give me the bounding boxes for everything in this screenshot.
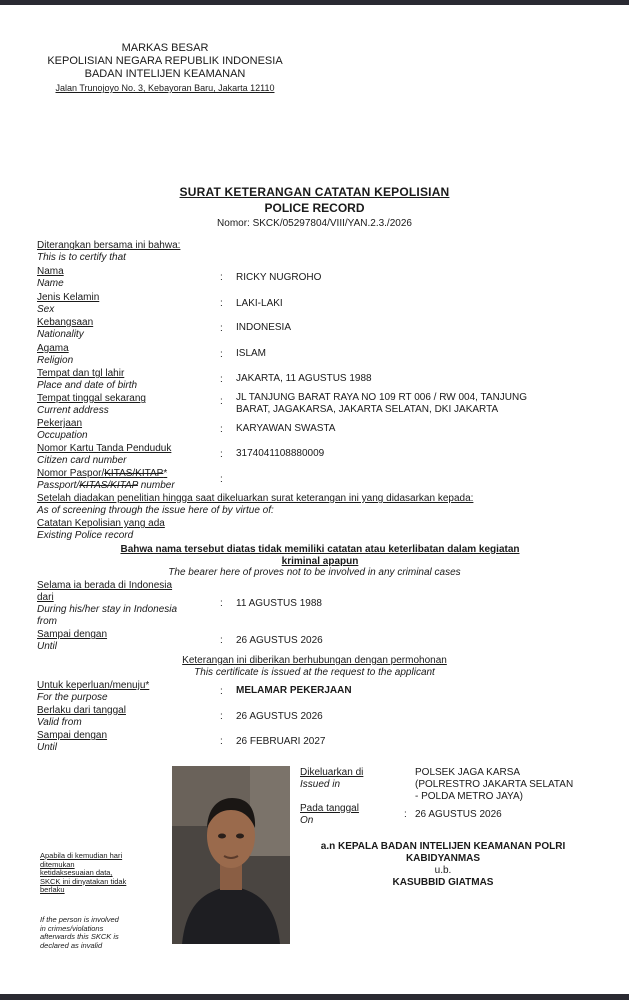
signature-line-2: KABIDYANMAS bbox=[405, 853, 481, 864]
label-passport bbox=[37, 468, 175, 492]
statement-id-line-2: kriminal apapun bbox=[281, 556, 359, 567]
footnote-id-2: ditemukan bbox=[40, 859, 75, 869]
issued-in-id: Dikeluarkan di bbox=[300, 767, 364, 778]
applicant-photo-image bbox=[172, 766, 290, 944]
statement-id bbox=[40, 544, 600, 568]
label-valid-from bbox=[37, 705, 126, 729]
value-address bbox=[236, 392, 527, 416]
label-birth-en: Place and date of birth bbox=[37, 380, 138, 391]
request-en: This certificate is issued at the request to the applicant bbox=[194, 667, 435, 678]
label-address bbox=[37, 393, 146, 417]
colon: : bbox=[220, 272, 223, 283]
stay-from-id-1: Selama ia berada di Indonesia bbox=[37, 580, 173, 591]
value-nama: RICKY NUGROHO bbox=[236, 272, 322, 283]
footnote-en-3: afterwards this SKCK is bbox=[40, 932, 119, 941]
colon: : bbox=[220, 349, 223, 360]
label-nama-id: Nama bbox=[37, 266, 64, 277]
colon: : bbox=[220, 449, 223, 460]
purpose-id: Untuk keperluan/menuju* bbox=[37, 680, 150, 691]
value-nationality: INDONESIA bbox=[236, 322, 292, 333]
intro-id: Diterangkan bersama ini bahwa: bbox=[37, 240, 181, 251]
footnote-en-2: in crimes/violations bbox=[40, 923, 104, 933]
label-religion-id: Agama bbox=[37, 343, 69, 354]
value-sex: LAKI-LAKI bbox=[236, 298, 283, 309]
request-id: Keterangan ini diberikan berhubungan dengan permohonan bbox=[182, 655, 447, 666]
colon: : bbox=[220, 474, 223, 485]
value-religion: ISLAM bbox=[236, 348, 267, 359]
intro bbox=[37, 240, 180, 264]
label-nationality-id: Kebangsaan bbox=[37, 317, 94, 328]
signature-line-3: u.b. bbox=[434, 865, 452, 876]
label-address-en: Current address bbox=[37, 405, 109, 416]
colon: : bbox=[404, 809, 407, 820]
label-birth-id: Tempat dan tgl lahir bbox=[37, 368, 125, 379]
stay-from-id-2: dari bbox=[37, 592, 54, 603]
label-occupation-en: Occupation bbox=[37, 430, 88, 441]
issue-date-id: Pada tanggal bbox=[300, 803, 359, 814]
issue-date-en: On bbox=[300, 815, 314, 826]
issued-in-line-2: (POLRESTRO JAKARTA SELATAN bbox=[415, 779, 574, 790]
footnote-id-4: SKCK ini dinyatakan tidak bbox=[40, 876, 127, 886]
valid-from-id: Berlaku dari tanggal bbox=[37, 705, 126, 716]
screening-id: Setelah diadakan penelitian hingga saat dikeluarkan surat keterangan ini yang didasarkan kepada: bbox=[37, 493, 474, 504]
label-nik bbox=[37, 443, 171, 467]
value-address-line-1: JL TANJUNG BARAT RAYA NO 109 RT 006 / RW 004, TANJUNG bbox=[236, 392, 528, 403]
intro-en: This is to certify that bbox=[37, 252, 126, 263]
valid-until-id: Sampai dengan bbox=[37, 730, 108, 741]
valid-from-en: Valid from bbox=[37, 717, 82, 728]
value-valid-until: 26 FEBRUARI 2027 bbox=[236, 736, 326, 747]
header-line-3: BADAN INTELIJEN KEAMANAN bbox=[84, 68, 246, 80]
header-line-1: MARKAS BESAR bbox=[121, 42, 209, 54]
value-issued-in bbox=[415, 767, 573, 803]
footnote-id-1: Apabila di kemudian hari bbox=[40, 851, 123, 860]
purpose-en: For the purpose bbox=[37, 692, 108, 703]
label-issued-in bbox=[300, 767, 363, 791]
statement-en: The bearer here of proves not to be involved in any criminal cases bbox=[168, 567, 461, 578]
value-valid-from: 26 AGUSTUS 2026 bbox=[236, 711, 323, 722]
label-occupation-id: Pekerjaan bbox=[37, 418, 83, 429]
document-title-en: POLICE RECORD bbox=[264, 201, 365, 215]
value-nik: 3174041108880009 bbox=[236, 448, 325, 459]
label-address-id: Tempat tinggal sekarang bbox=[37, 393, 146, 404]
value-address-line-2: BARAT, JAGAKARSA, JAKARTA SELATAN, DKI JAKARTA bbox=[236, 404, 499, 415]
footnote-en-4: declared as invalid bbox=[40, 940, 103, 950]
applicant-photo bbox=[172, 766, 290, 944]
label-nama-en: Name bbox=[37, 278, 64, 289]
label-passport-id: Nomor Paspor/KITAS/KITAP* bbox=[37, 468, 168, 479]
signature-line-4: KASUBBID GIATMAS bbox=[392, 877, 494, 888]
colon: : bbox=[220, 635, 223, 646]
issued-in-line-1: POLSEK JAGA KARSA bbox=[415, 767, 521, 778]
footnote-en bbox=[40, 916, 160, 950]
header-address: Jalan Trunojoyo No. 3, Kebayoran Baru, Jakarta 12110 bbox=[55, 83, 275, 93]
stay-until-en: Until bbox=[37, 641, 58, 652]
signature-line-1: a.n KEPALA BADAN INTELIJEN KEAMANAN POLRI bbox=[320, 841, 566, 852]
colon: : bbox=[220, 323, 223, 334]
label-sex-en: Sex bbox=[37, 304, 55, 315]
label-nama bbox=[37, 266, 64, 290]
colon: : bbox=[220, 598, 223, 609]
label-nationality-en: Nationality bbox=[37, 329, 84, 340]
footnote-id-3: ketidaksesuaian data, bbox=[40, 868, 113, 877]
label-sex-id: Jenis Kelamin bbox=[37, 292, 100, 303]
label-valid-until bbox=[37, 730, 107, 754]
label-nationality bbox=[37, 317, 93, 341]
value-purpose: MELAMAR PEKERJAAN bbox=[236, 685, 352, 696]
label-occupation bbox=[37, 418, 88, 442]
label-birth bbox=[37, 368, 137, 392]
label-passport-en: Passport/KITAS/KITAP number bbox=[37, 480, 175, 491]
existing-en: Existing Police record bbox=[37, 530, 134, 541]
footnote-id bbox=[40, 852, 160, 895]
colon: : bbox=[220, 686, 223, 697]
label-religion bbox=[37, 343, 73, 367]
label-purpose bbox=[37, 680, 149, 704]
footnote-id-5: berlaku bbox=[40, 885, 65, 894]
statement-id-line-1: Bahwa nama tersebut diatas tidak memiliki catatan atau keterlibatan dalam kegiatan bbox=[120, 544, 520, 555]
colon: : bbox=[220, 374, 223, 385]
colon: : bbox=[220, 736, 223, 747]
value-birth: JAKARTA, 11 AGUSTUS 1988 bbox=[236, 373, 372, 384]
screening-en: As of screening through the issue here of by virtue of: bbox=[37, 505, 274, 516]
value-issue-date: 26 AGUSTUS 2026 bbox=[415, 809, 502, 820]
label-issue-date bbox=[300, 803, 359, 827]
colon: : bbox=[220, 396, 223, 407]
label-nik-id: Nomor Kartu Tanda Penduduk bbox=[37, 443, 172, 454]
stay-from-en-2: from bbox=[37, 616, 57, 627]
existing-id: Catatan Kepolisian yang ada bbox=[37, 518, 165, 529]
value-stay-until: 26 AGUSTUS 2026 bbox=[236, 635, 323, 646]
issued-in-line-3: - POLDA METRO JAYA) bbox=[415, 791, 523, 802]
document-number: Nomor: SKCK/05297804/VIII/YAN.2.3./2026 bbox=[217, 218, 412, 229]
top-dark-bar bbox=[0, 0, 629, 5]
label-nik-en: Citizen card number bbox=[37, 455, 127, 466]
label-existing-record bbox=[37, 518, 165, 542]
bottom-dark-bar bbox=[0, 994, 629, 1000]
issued-in-en: Issued in bbox=[300, 779, 341, 790]
label-religion-en: Religion bbox=[37, 355, 74, 366]
colon: : bbox=[220, 711, 223, 722]
value-stay-from: 11 AGUSTUS 1988 bbox=[236, 598, 322, 609]
value-occupation: KARYAWAN SWASTA bbox=[236, 423, 336, 434]
stay-from-en-1: During his/her stay in Indonesia bbox=[37, 604, 178, 615]
colon: : bbox=[220, 424, 223, 435]
label-stay-until bbox=[37, 629, 107, 653]
label-sex bbox=[37, 292, 99, 316]
label-stay-from bbox=[37, 580, 177, 628]
document-title: SURAT KETERANGAN CATATAN KEPOLISIAN bbox=[179, 185, 450, 199]
valid-until-en: Until bbox=[37, 742, 58, 753]
colon: : bbox=[220, 298, 223, 309]
header-line-2: KEPOLISIAN NEGARA REPUBLIK INDONESIA bbox=[47, 55, 283, 67]
stay-until-id: Sampai dengan bbox=[37, 629, 108, 640]
footnote-en-1: If the person is involved bbox=[40, 915, 119, 924]
